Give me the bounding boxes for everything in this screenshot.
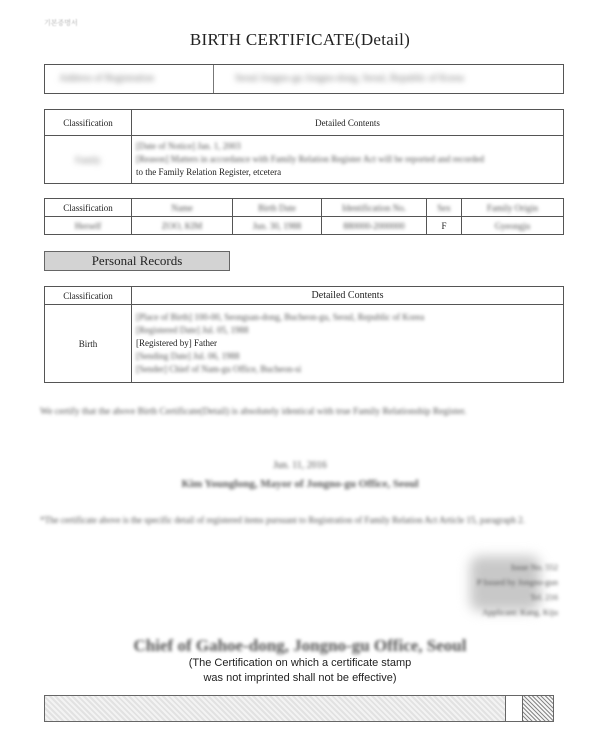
issuer-line: P Issued by Jongno-gun: [476, 577, 558, 587]
certification-note-line2: was not imprinted shall not be effective): [203, 672, 397, 684]
person-table: [44, 198, 564, 235]
registration-divider: [213, 65, 214, 93]
person-header: Sex: [427, 199, 462, 217]
issuing-mayor: Kim Younglong, Mayor of Jongno-gu Office, Seoul: [181, 478, 419, 490]
chief-signature: Chief of Gahoe-dong, Jongno-gu Office, Seoul: [133, 636, 467, 655]
detail-line: to the Family Relation Register, etcetera: [136, 167, 282, 177]
records-detail-cell: [132, 305, 564, 383]
issuer-info: [338, 560, 558, 620]
detail-line: [Reason] Matters in accordance with Family Relation Register Act will be reported and recorded: [136, 154, 485, 164]
person-cell: 880000-2000000: [322, 217, 427, 235]
person-cell: ZOO, KIM: [132, 217, 233, 235]
document-barcode: [44, 695, 554, 722]
record-line: [Registered by] Father: [136, 338, 217, 348]
document-title: BIRTH CERTIFICATE(Detail): [189, 30, 411, 49]
record-line: [Place of Birth] 100-00, Seongsan-dong, Bucheon-gu, Seoul, Republic of Korea: [136, 312, 425, 322]
person-header: Birth Date: [233, 199, 322, 217]
detail-line: [Date of Notice] Jan. 1, 2003: [136, 141, 241, 151]
row-classification: Family: [45, 136, 132, 184]
barcode-end: [523, 696, 553, 721]
col-detailed-contents: Detailed Contents: [132, 110, 564, 136]
records-row-classification: Birth: [45, 305, 132, 383]
issuer-line: Applicant: Kang, Kiju: [482, 607, 558, 617]
person-header: Family Origin: [462, 199, 564, 217]
record-line: [Registered Date] Jul. 05, 1988: [136, 325, 249, 335]
records-table: [44, 286, 564, 383]
record-line: [Sending Date] Jul. 06, 1988: [136, 351, 240, 361]
legal-note: *The certificate above is the specific detail of registered items pursuant to Registration of Family Relation Act Article 15, paragraph 2.: [40, 515, 525, 525]
registration-label: Address of Registration: [59, 73, 154, 84]
person-header: Identification No.: [322, 199, 427, 217]
person-header: Classification: [45, 199, 132, 217]
issuer-line: Issue No. 552: [511, 562, 558, 572]
records-col-detail: Detailed Contents: [132, 287, 564, 305]
registration-bar: [44, 64, 564, 94]
record-line: [Sender] Chief of Nam-gu Office, Bucheon-si: [136, 364, 302, 374]
records-col-classification: Classification: [45, 287, 132, 305]
document-header-small: 기본증명서: [44, 19, 78, 27]
registration-address: Seoul Jongno-gu Jongno-dong, Seoul, Republic of Korea: [235, 73, 464, 84]
col-classification: Classification: [45, 110, 132, 136]
person-cell: Jun. 30, 1988: [233, 217, 322, 235]
person-cell: F: [427, 217, 462, 235]
family-detail-table: [44, 109, 564, 184]
person-cell: Gyeongju: [462, 217, 564, 235]
barcode-gap: [505, 696, 523, 721]
issue-date: Jun. 11, 2016: [273, 460, 327, 471]
issuer-line: Tel. 216: [530, 592, 558, 602]
certification-note-line1: (The Certification on which a certificate stamp: [188, 657, 412, 669]
detail-cell: [132, 136, 564, 184]
person-header: Name: [132, 199, 233, 217]
personal-records-heading: Personal Records: [44, 251, 230, 271]
person-cell: Herself: [45, 217, 132, 235]
certification-statement: We certify that the above Birth Certificate(Detail) is absolutely identical with true Family Relationship Register.: [40, 407, 467, 417]
